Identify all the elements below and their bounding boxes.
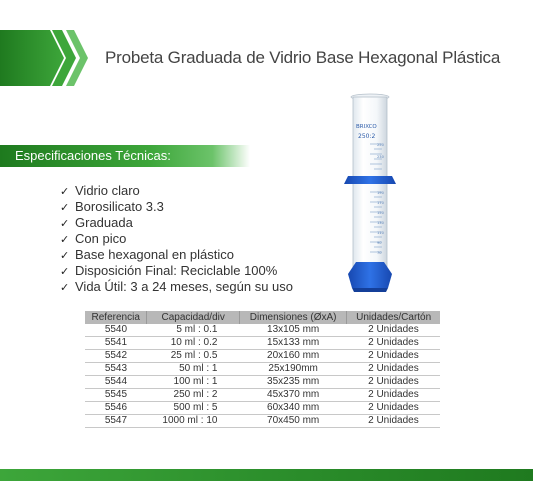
table-cell: 2 Unidades <box>347 337 440 350</box>
table-cell: 45x370 mm <box>239 389 346 402</box>
table-cell: 5 ml : 0.1 <box>147 324 240 337</box>
checkmark-icon: ✓ <box>60 202 70 214</box>
table-row <box>85 376 440 389</box>
table-row <box>85 350 440 363</box>
table-row <box>85 402 440 415</box>
table-row <box>85 324 440 337</box>
checkmark-icon: ✓ <box>60 234 70 246</box>
scale-label: 110 <box>377 231 384 235</box>
table-cell: 2 Unidades <box>347 415 440 428</box>
table-cell: 2 Unidades <box>347 324 440 337</box>
feature-item: ✓ Con pico <box>60 231 127 246</box>
checkmark-icon: ✓ <box>60 266 70 278</box>
table-cell: 2 Unidades <box>347 376 440 389</box>
table-row <box>85 337 440 350</box>
table-cell: 2 Unidades <box>347 363 440 376</box>
table-cell: 5540 <box>85 324 147 337</box>
table-header-row <box>85 311 440 324</box>
table-cell: 5542 <box>85 350 147 363</box>
table-cell: 5546 <box>85 402 147 415</box>
table-cell: 5543 <box>85 363 147 376</box>
table-cell: 15x133 mm <box>239 337 346 350</box>
table-cell: 50 ml : 1 <box>147 363 240 376</box>
footer-bar <box>0 469 533 481</box>
table-cell: 25 ml : 0.5 <box>147 350 240 363</box>
feature-item: ✓ Vidrio claro <box>60 183 140 198</box>
scale-label: 170 <box>377 201 384 205</box>
feature-item: ✓ Vida Útil: 3 a 24 meses, según su uso <box>60 279 293 294</box>
table-row <box>85 363 440 376</box>
table-cell: 100 ml : 1 <box>147 376 240 389</box>
table-cell: 25x190mm <box>239 363 346 376</box>
page-title: Probeta Graduada de Vidrio Base Hexagonal Plástica <box>105 48 501 67</box>
table-cell: 60x340 mm <box>239 402 346 415</box>
checkmark-icon: ✓ <box>60 250 70 262</box>
column-header: Unidades/Cartón <box>347 311 440 324</box>
section-title: Especificaciones Técnicas: <box>15 148 171 163</box>
feature-item: ✓ Borosilicato 3.3 <box>60 199 164 214</box>
table-cell: 2 Unidades <box>347 402 440 415</box>
checkmark-icon: ✓ <box>60 218 70 230</box>
table-cell: 13x105 mm <box>239 324 346 337</box>
scale-label: 70 <box>377 251 382 255</box>
header-chevron-logo <box>0 30 90 86</box>
graduated-cylinder-image <box>330 92 410 297</box>
feature-item: ✓ Base hexagonal en plástico <box>60 247 235 262</box>
table-cell: 70x450 mm <box>239 415 346 428</box>
column-header: Capacidad/div <box>147 311 240 324</box>
table-cell: 2 Unidades <box>347 350 440 363</box>
scale-label: 190 <box>377 191 384 195</box>
checkmark-icon: ✓ <box>60 186 70 198</box>
scale-label: 250 <box>377 143 384 147</box>
cylinder-brand-label: BRIXCO <box>356 124 377 130</box>
feature-item: ✓ Graduada <box>60 215 133 230</box>
scale-label: 90 <box>377 241 382 245</box>
scale-label: 130 <box>377 221 384 225</box>
table-cell: 5544 <box>85 376 147 389</box>
feature-item: ✓ Disposición Final: Reciclable 100% <box>60 263 278 278</box>
cylinder-spec-label: 250:2 <box>358 133 376 140</box>
table-cell: 5547 <box>85 415 147 428</box>
table-cell: 250 ml : 2 <box>147 389 240 402</box>
table-cell: 1000 ml : 10 <box>147 415 240 428</box>
column-header: Dimensiones (ØxA) <box>239 311 346 324</box>
table-cell: 10 ml : 0.2 <box>147 337 240 350</box>
checkmark-icon: ✓ <box>60 282 70 294</box>
table-cell: 500 ml : 5 <box>147 402 240 415</box>
scale-label: 150 <box>377 211 384 215</box>
table-row <box>85 389 440 402</box>
table-cell: 35x235 mm <box>239 376 346 389</box>
feature-list <box>60 183 293 295</box>
table-row <box>85 415 440 428</box>
table-cell: 5545 <box>85 389 147 402</box>
table-cell: 20x160 mm <box>239 350 346 363</box>
section-header-bar <box>0 145 250 167</box>
column-header: Referencia <box>85 311 147 324</box>
table-cell: 2 Unidades <box>347 389 440 402</box>
scale-label: 230 <box>377 155 384 159</box>
specifications-table <box>85 311 440 428</box>
table-cell: 5541 <box>85 337 147 350</box>
